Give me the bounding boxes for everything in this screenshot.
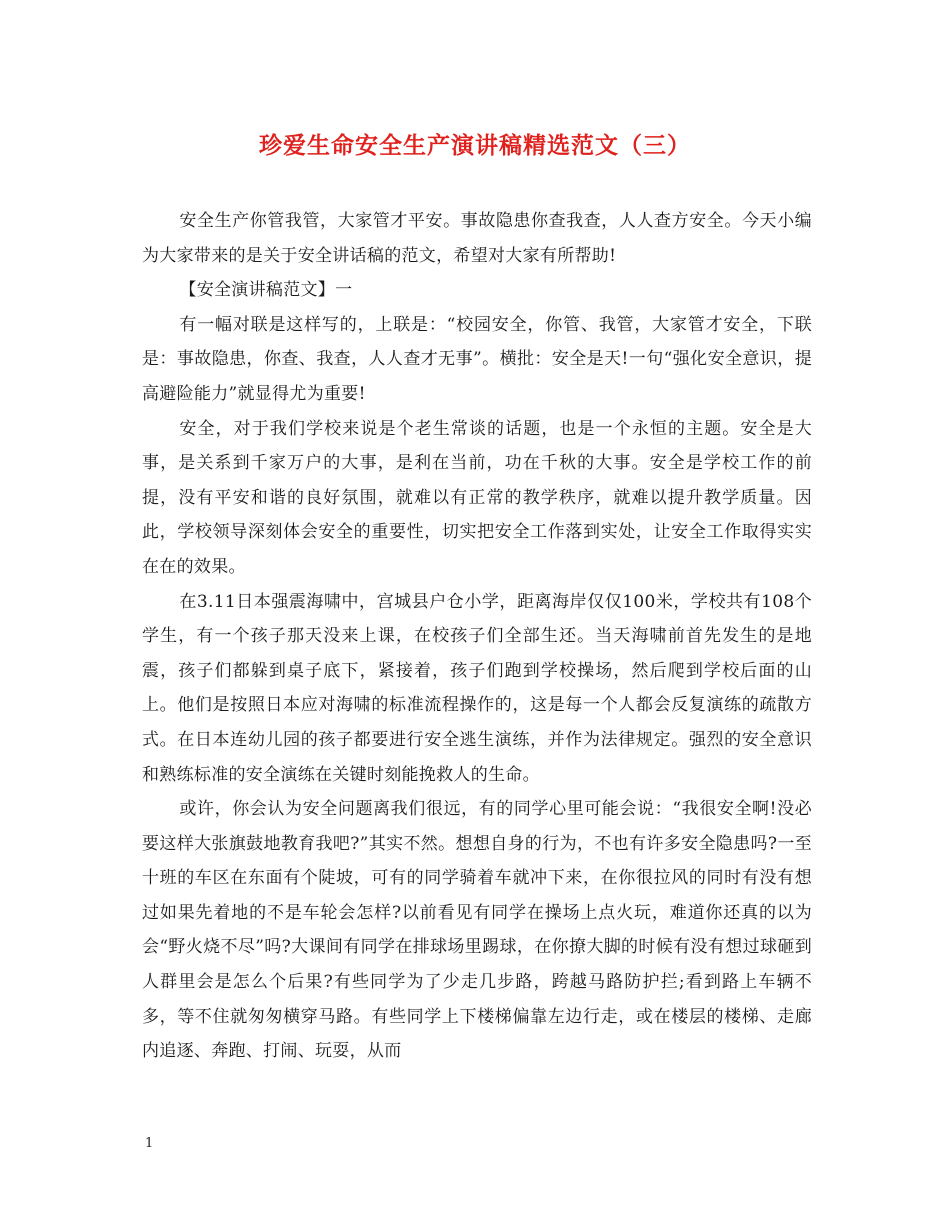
section-heading: 【安全演讲稿范文】一 [179,280,353,301]
page-number: 1 [145,1136,154,1151]
paragraph-intro: 安全生产你管我管，大家管才平安。事故隐患你查我查，人人查方安全。今天小编为大家带来的是关于安全讲话稿的范文，希望对大家有所帮助! [142,211,812,266]
page-title: 珍爱生命安全生产演讲稿精选范文（三） [259,132,691,159]
paragraph-hazards: 或许，你会认为安全问题离我们很远，有的同学心里可能会说：“我很安全啊!没必要这样大张旗鼓地教育我吧?”其实不然。想想自身的行为，不也有许多安全隐患吗?一至十班的车区在东面有个陡坡，可有的同学骑着车就冲下来，在你很拉风的同时有没有想过如果先着地的不是车轮会怎样?以前看见有同学在操场上点火玩，难道你还真的以为会“野火烧不尽”吗?大课间有同学在排球场里踢球，在你撩大脚的时候有没有想过球砸到人群里会是怎么个后果?有些同学为了少走几步路，跨越马路防护拦;看到路上车辆不多，等不住就匆匆横穿马路。有些同学上下楼梯偏靠左边行走，或在楼层的楼梯、走廊内追逐、奔跑、打闹、玩耍，从而 [142,799,812,1062]
paragraph-japan-tsunami: 在3.11日本强震海啸中，宫城县户仓小学，距离海岸仅仅100米，学校共有108个学生，有一个孩子那天没来上课，在校孩子们全部生还。当天海啸前首先发生的是地震，孩子们都躲到桌子底下，紧接着，孩子们跑到学校操场，然后爬到学校后面的山上。他们是按照日本应对海啸的标准流程操作的，这是每一个人都会反复演练的疏散方式。在日本连幼儿园的孩子都要进行安全逃生演练，并作为法律规定。强烈的安全意识和熟练标准的安全演练在关键时刻能挽救人的生命。 [142,591,812,785]
paragraph-couplet: 有一幅对联是这样写的，上联是：“校园安全，你管、我管，大家管才安全，下联是：事故隐患，你查、我查，人人查才无事”。横批：安全是天!一句“强化安全意识，提高避险能力”就显得尤为重要! [142,314,812,404]
paragraph-safety-topic: 安全，对于我们学校来说是个老生常谈的话题，也是一个永恒的主题。安全是大事，是关系到千家万户的大事，是利在当前，功在千秋的大事。安全是学校工作的前提，没有平安和谐的良好氛围，就难以有正常的教学秩序，就难以提升教学质量。因此，学校领导深刻体会安全的重要性，切实把安全工作落到实处，让安全工作取得实实在在的效果。 [142,418,812,577]
document-body [142,204,812,1069]
